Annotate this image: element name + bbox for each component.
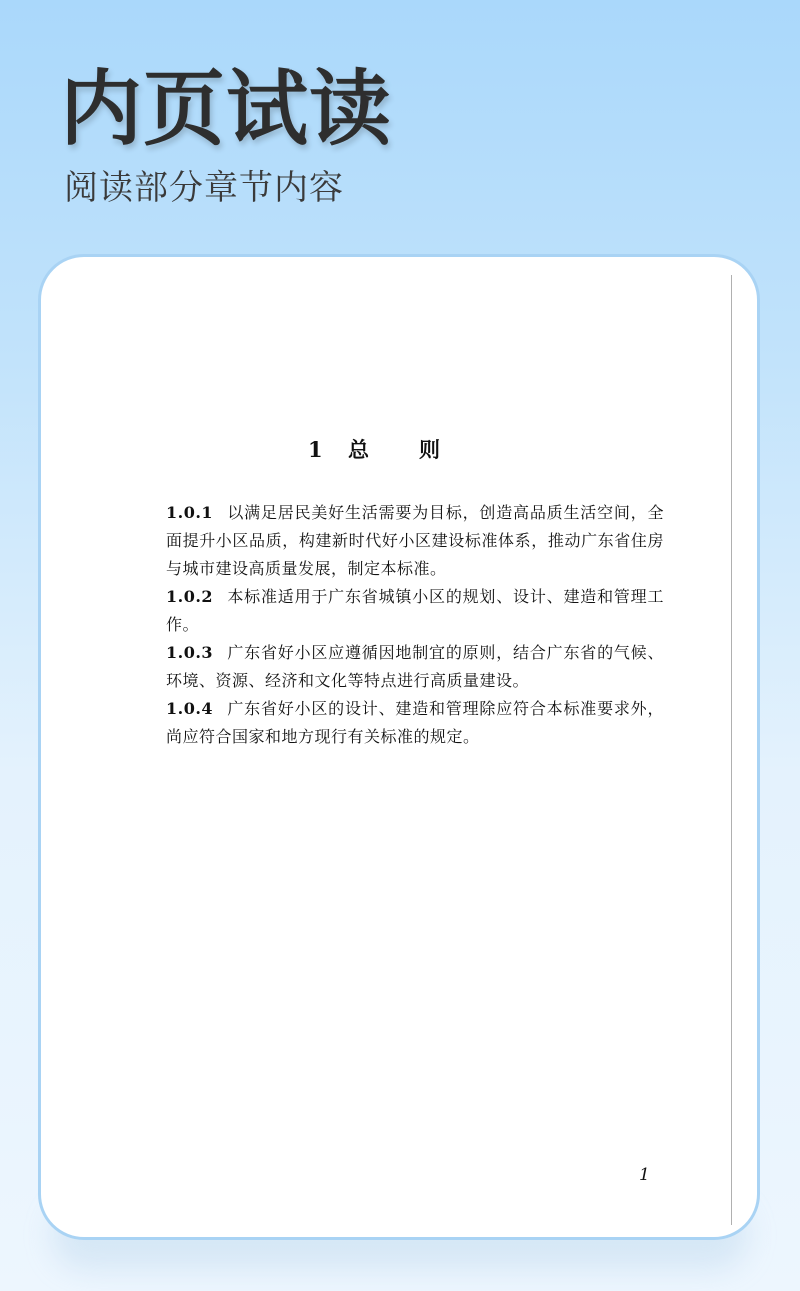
page-number: 1	[639, 1165, 650, 1185]
clause-number: 1.0.1	[166, 503, 214, 522]
clause-text: 本标准适用于广东省城镇小区的规划、设计、建造和管理工作。	[166, 587, 664, 634]
clause-text: 广东省好小区应遵循因地制宜的原则，结合广东省的气候、环境、资源、经济和文化等特点进行高质量建设。	[166, 643, 664, 690]
clause-number: 1.0.2	[166, 587, 214, 606]
clause-item	[166, 695, 664, 751]
clause-text: 广东省好小区的设计、建造和管理除应符合本标准要求外，尚应符合国家和地方现行有关标准的规定。	[166, 699, 664, 746]
chapter-heading	[41, 435, 757, 465]
banner-title: 内页试读	[60, 62, 393, 157]
clause-item	[166, 499, 664, 583]
clause-text: 以满足居民美好生活需要为目标，创造高品质生活空间，全面提升小区品质，构建新时代好小区建设标准体系，推动广东省住房与城市建设高质量发展，制定本标准。	[166, 503, 664, 578]
chapter-title: 总则	[347, 437, 490, 462]
document-page-card	[38, 254, 760, 1240]
page-edge-line	[731, 275, 732, 1225]
clause-number: 1.0.4	[166, 699, 214, 718]
clause-item	[166, 583, 664, 639]
clause-number: 1.0.3	[166, 643, 214, 662]
clause-item	[166, 639, 664, 695]
clause-list	[166, 499, 664, 751]
banner-subtitle: 阅读部分章节内容	[64, 168, 344, 208]
chapter-number: 1	[308, 437, 323, 462]
